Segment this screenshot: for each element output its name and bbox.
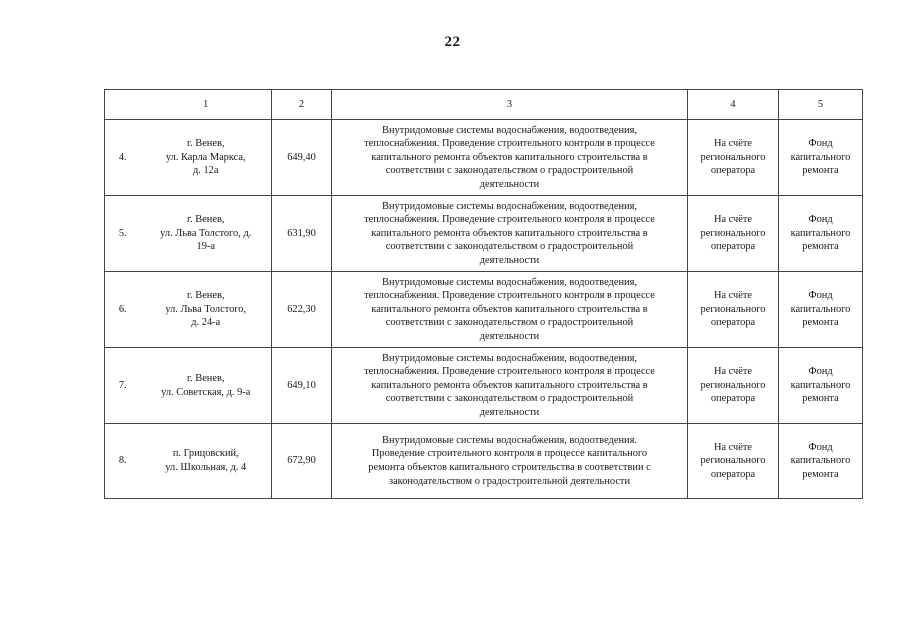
table-row [105,120,863,196]
table-row [105,348,863,424]
funding-source-cell: Фонд капитального ремонта [790,214,851,253]
owner-cell: На счёте регионального оператора [700,441,766,480]
funding-source-cell: Фонд капитального ремонта [790,441,851,480]
address-cell: г. Венев, ул. Льва Толстого, д. 19-а [160,214,252,253]
header-cell-5: 5 [779,90,863,120]
works-cell: Внутридомовые системы водоснабжения, водоотведения, теплоснабжения. Проведение строительного контроля в процессе капитального ремонта объектов капитального строительства в соответствии с законодательством о градостроительной деятельности [364,276,655,342]
address-cell: г. Венев, ул. Льва Толстого, д. 24-а [165,290,247,329]
works-cell: Внутридомовые системы водоснабжения, водоотведения. Проведение строительного контроля в процессе капитального ремонта объектов капитального строительства в соответствии с законодательством о градостроительной деятельности [368,434,651,487]
header-cell-2: 2 [272,90,332,120]
funding-source-cell: Фонд капитального ремонта [790,138,851,177]
owner-cell: На счёте регионального оператора [700,290,766,329]
area-cell: 672,90 [287,455,316,467]
row-number: 6. [105,272,141,348]
works-cell: Внутридомовые системы водоснабжения, водоотведения, теплоснабжения. Проведение строительного контроля в процессе капитального ремонта объектов капитального строительства в соответствии с законодательством о градостроительной деятельности [364,124,655,190]
header-cell-1: 1 [141,90,272,120]
header-cell-3: 3 [332,90,688,120]
table-row [105,424,863,499]
area-cell: 649,10 [287,379,316,391]
table-row [105,196,863,272]
address-cell: г. Венев, ул. Карла Маркса, д. 12а [165,138,246,177]
area-cell: 622,30 [287,303,316,315]
header-cell-empty [105,90,141,120]
table-row [105,272,863,348]
works-cell: Внутридомовые системы водоснабжения, водоотведения, теплоснабжения. Проведение строительного контроля в процессе капитального ремонта объектов капитального строительства в соответствии с законодательством о градостроительной деятельности [364,352,655,418]
funding-source-cell: Фонд капитального ремонта [790,366,851,405]
owner-cell: На счёте регионального оператора [700,214,766,253]
header-cell-4: 4 [688,90,779,120]
row-number: 7. [105,348,141,424]
row-number: 4. [105,120,141,196]
owner-cell: На счёте регионального оператора [700,138,766,177]
work-plan-table [104,89,863,499]
area-cell: 649,40 [287,151,316,163]
area-cell: 631,90 [287,227,316,239]
works-cell: Внутридомовые системы водоснабжения, водоотведения, теплоснабжения. Проведение строительного контроля в процессе капитального ремонта объектов капитального строительства в соответствии с законодательством о градостроительной деятельности [364,200,655,266]
table-header-row [105,90,863,120]
funding-source-cell: Фонд капитального ремонта [790,290,851,329]
address-cell: п. Грицовский, ул. Школьная, д. 4 [165,448,247,473]
row-number: 8. [105,424,141,499]
page-number: 22 [444,34,461,50]
row-number: 5. [105,196,141,272]
address-cell: г. Венев, ул. Советская, д. 9-а [161,372,251,398]
owner-cell: На счёте регионального оператора [700,366,766,405]
